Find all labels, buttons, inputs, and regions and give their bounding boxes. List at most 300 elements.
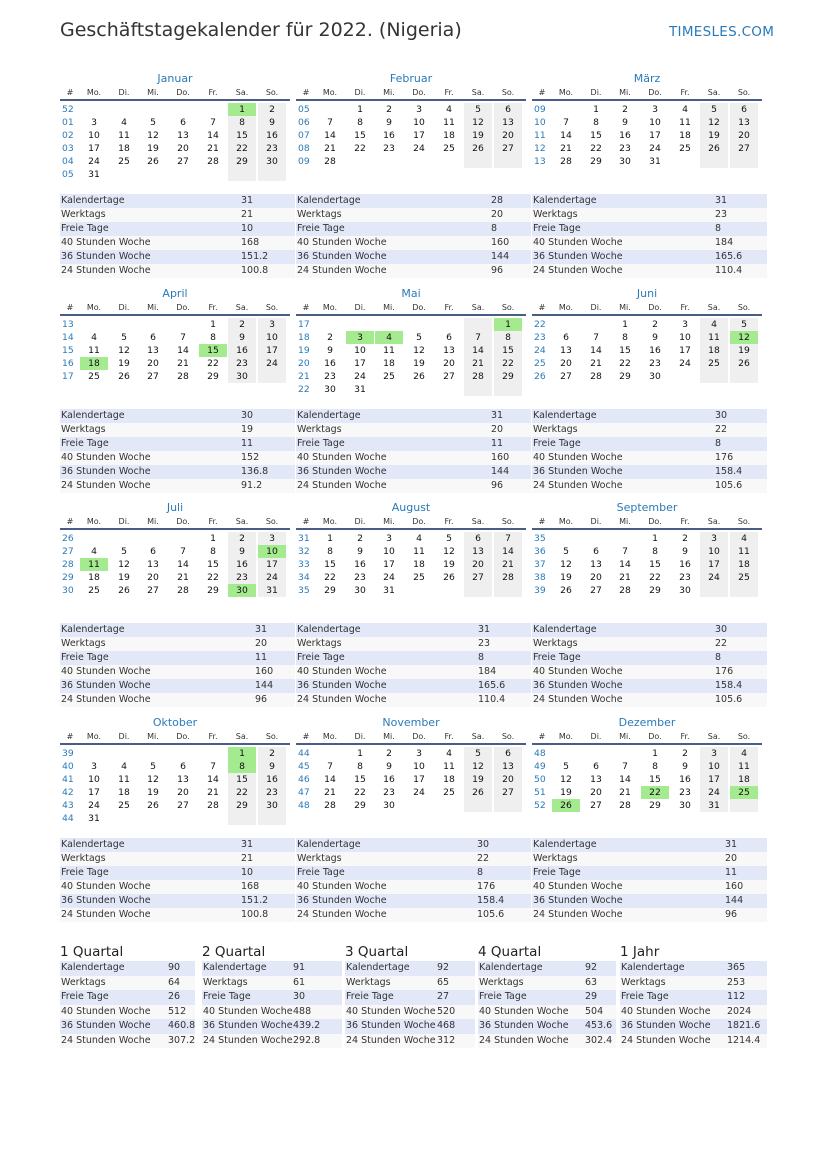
day-cell[interactable]: 17: [383, 559, 395, 570]
day-cell[interactable]: 14: [207, 774, 219, 785]
day-cell[interactable]: 19: [147, 787, 159, 798]
day-cell[interactable]: 11: [413, 546, 425, 557]
day-cell[interactable]: 27: [590, 585, 602, 596]
day-cell[interactable]: 22: [228, 786, 256, 799]
day-cell[interactable]: 2: [622, 104, 628, 115]
day-cell[interactable]: 4: [682, 104, 688, 115]
day-cell[interactable]: 11: [443, 117, 455, 128]
day-cell[interactable]: 19: [464, 773, 492, 786]
day-cell[interactable]: 22: [354, 787, 366, 798]
day-cell[interactable]: 28: [177, 585, 189, 596]
day-cell[interactable]: 19: [118, 572, 130, 583]
day-cell[interactable]: 1: [210, 533, 216, 544]
day-cell[interactable]: 3: [652, 104, 658, 115]
day-cell[interactable]: 8: [622, 332, 628, 343]
day-cell[interactable]: 2: [357, 533, 363, 544]
day-cell[interactable]: 10: [679, 332, 691, 343]
day-cell[interactable]: 30: [649, 371, 661, 382]
day-cell[interactable]: 29: [207, 371, 219, 382]
day-cell[interactable]: 19: [560, 787, 572, 798]
holiday-day[interactable]: 1: [494, 318, 522, 331]
day-cell[interactable]: 27: [147, 585, 159, 596]
day-cell[interactable]: 12: [413, 345, 425, 356]
day-cell[interactable]: 17: [258, 558, 286, 571]
day-cell[interactable]: 9: [228, 331, 256, 344]
day-cell[interactable]: 26: [464, 786, 492, 799]
day-cell[interactable]: 14: [619, 774, 631, 785]
day-cell[interactable]: 23: [228, 357, 256, 370]
day-cell[interactable]: 4: [446, 104, 452, 115]
day-cell[interactable]: 4: [91, 332, 97, 343]
day-cell[interactable]: 8: [210, 546, 216, 557]
day-cell[interactable]: 26: [147, 800, 159, 811]
day-cell[interactable]: 27: [177, 156, 189, 167]
day-cell[interactable]: 25: [88, 371, 100, 382]
day-cell[interactable]: 13: [177, 130, 189, 141]
day-cell[interactable]: 17: [258, 344, 286, 357]
brand-link[interactable]: TIMESLES.COM: [669, 24, 775, 40]
day-cell[interactable]: 31: [258, 584, 286, 597]
day-cell[interactable]: 9: [622, 117, 628, 128]
day-cell[interactable]: 30: [228, 370, 256, 383]
day-cell[interactable]: 15: [354, 774, 366, 785]
day-cell[interactable]: 30: [258, 799, 286, 812]
holiday-day[interactable]: 22: [641, 786, 669, 799]
day-cell[interactable]: 5: [464, 747, 492, 760]
day-cell[interactable]: 4: [446, 748, 452, 759]
day-cell[interactable]: 29: [494, 370, 522, 383]
holiday-day[interactable]: 1: [228, 103, 256, 116]
day-cell[interactable]: 2: [258, 103, 286, 116]
day-cell[interactable]: 13: [590, 774, 602, 785]
day-cell[interactable]: 3: [700, 747, 728, 760]
day-cell[interactable]: 7: [464, 331, 492, 344]
day-cell[interactable]: 11: [700, 331, 728, 344]
day-cell[interactable]: 30: [679, 800, 691, 811]
day-cell[interactable]: 27: [494, 142, 522, 155]
day-cell[interactable]: 1: [357, 104, 363, 115]
day-cell[interactable]: 9: [327, 345, 333, 356]
day-cell[interactable]: 26: [413, 371, 425, 382]
day-cell[interactable]: 6: [446, 332, 452, 343]
day-cell[interactable]: 29: [590, 156, 602, 167]
day-cell[interactable]: 23: [258, 786, 286, 799]
day-cell[interactable]: 27: [177, 800, 189, 811]
day-cell[interactable]: 22: [494, 357, 522, 370]
day-cell[interactable]: 3: [416, 748, 422, 759]
day-cell[interactable]: 15: [494, 344, 522, 357]
day-cell[interactable]: 8: [357, 117, 363, 128]
day-cell[interactable]: 21: [324, 143, 336, 154]
day-cell[interactable]: 18: [443, 774, 455, 785]
day-cell[interactable]: 24: [700, 571, 728, 584]
day-cell[interactable]: 1: [593, 104, 599, 115]
day-cell[interactable]: 25: [679, 143, 691, 154]
day-cell[interactable]: 9: [357, 546, 363, 557]
day-cell[interactable]: 26: [730, 357, 758, 370]
day-cell[interactable]: 6: [464, 532, 492, 545]
day-cell[interactable]: 16: [649, 345, 661, 356]
day-cell[interactable]: 12: [464, 116, 492, 129]
day-cell[interactable]: 16: [258, 773, 286, 786]
day-cell[interactable]: 17: [413, 774, 425, 785]
day-cell[interactable]: 13: [147, 559, 159, 570]
day-cell[interactable]: 9: [258, 116, 286, 129]
day-cell[interactable]: 13: [730, 116, 758, 129]
day-cell[interactable]: 10: [258, 331, 286, 344]
holiday-day[interactable]: 11: [80, 558, 108, 571]
holiday-day[interactable]: 18: [80, 357, 108, 370]
day-cell[interactable]: 23: [383, 787, 395, 798]
day-cell[interactable]: 7: [494, 532, 522, 545]
day-cell[interactable]: 19: [118, 358, 130, 369]
day-cell[interactable]: 28: [207, 800, 219, 811]
day-cell[interactable]: 31: [88, 813, 100, 824]
day-cell[interactable]: 24: [354, 371, 366, 382]
day-cell[interactable]: 26: [464, 142, 492, 155]
day-cell[interactable]: 26: [118, 585, 130, 596]
day-cell[interactable]: 8: [228, 116, 256, 129]
day-cell[interactable]: 28: [207, 156, 219, 167]
day-cell[interactable]: 28: [324, 156, 336, 167]
day-cell[interactable]: 23: [354, 572, 366, 583]
day-cell[interactable]: 12: [147, 130, 159, 141]
day-cell[interactable]: 5: [563, 761, 569, 772]
day-cell[interactable]: 1: [652, 533, 658, 544]
day-cell[interactable]: 13: [177, 774, 189, 785]
holiday-day[interactable]: 12: [730, 331, 758, 344]
day-cell[interactable]: 27: [443, 371, 455, 382]
day-cell[interactable]: 20: [590, 787, 602, 798]
day-cell[interactable]: 6: [150, 546, 156, 557]
day-cell[interactable]: 30: [324, 384, 336, 395]
day-cell[interactable]: 17: [700, 773, 728, 786]
day-cell[interactable]: 19: [147, 143, 159, 154]
day-cell[interactable]: 6: [730, 103, 758, 116]
day-cell[interactable]: 15: [228, 129, 256, 142]
day-cell[interactable]: 2: [327, 332, 333, 343]
holiday-day[interactable]: 3: [346, 331, 374, 344]
day-cell[interactable]: 12: [118, 345, 130, 356]
day-cell[interactable]: 12: [118, 559, 130, 570]
day-cell[interactable]: 22: [590, 143, 602, 154]
day-cell[interactable]: 28: [619, 800, 631, 811]
day-cell[interactable]: 27: [494, 786, 522, 799]
day-cell[interactable]: 25: [88, 585, 100, 596]
day-cell[interactable]: 22: [354, 143, 366, 154]
day-cell[interactable]: 28: [324, 800, 336, 811]
day-cell[interactable]: 15: [324, 559, 336, 570]
day-cell[interactable]: 23: [228, 571, 256, 584]
day-cell[interactable]: 22: [207, 572, 219, 583]
day-cell[interactable]: 21: [494, 558, 522, 571]
day-cell[interactable]: 16: [679, 774, 691, 785]
day-cell[interactable]: 11: [88, 345, 100, 356]
day-cell[interactable]: 12: [560, 774, 572, 785]
day-cell[interactable]: 20: [147, 572, 159, 583]
day-cell[interactable]: 14: [177, 345, 189, 356]
day-cell[interactable]: 13: [464, 545, 492, 558]
day-cell[interactable]: 19: [730, 344, 758, 357]
day-cell[interactable]: 20: [177, 787, 189, 798]
day-cell[interactable]: 30: [679, 585, 691, 596]
day-cell[interactable]: 3: [91, 117, 97, 128]
day-cell[interactable]: 7: [593, 332, 599, 343]
day-cell[interactable]: 18: [443, 130, 455, 141]
day-cell[interactable]: 14: [464, 344, 492, 357]
day-cell[interactable]: 29: [649, 585, 661, 596]
day-cell[interactable]: 19: [560, 572, 572, 583]
day-cell[interactable]: 21: [619, 572, 631, 583]
day-cell[interactable]: 27: [464, 571, 492, 584]
day-cell[interactable]: 11: [730, 760, 758, 773]
day-cell[interactable]: 9: [258, 760, 286, 773]
day-cell[interactable]: 19: [700, 129, 728, 142]
day-cell[interactable]: 7: [622, 761, 628, 772]
day-cell[interactable]: 14: [494, 545, 522, 558]
day-cell[interactable]: 30: [383, 800, 395, 811]
day-cell[interactable]: 27: [560, 371, 572, 382]
day-cell[interactable]: 4: [121, 761, 127, 772]
day-cell[interactable]: 25: [413, 572, 425, 583]
day-cell[interactable]: 9: [228, 545, 256, 558]
day-cell[interactable]: 29: [228, 155, 256, 168]
day-cell[interactable]: 20: [177, 143, 189, 154]
day-cell[interactable]: 8: [210, 332, 216, 343]
day-cell[interactable]: 9: [682, 546, 688, 557]
day-cell[interactable]: 6: [180, 761, 186, 772]
day-cell[interactable]: 1: [652, 748, 658, 759]
day-cell[interactable]: 12: [147, 774, 159, 785]
day-cell[interactable]: 28: [560, 156, 572, 167]
day-cell[interactable]: 10: [700, 760, 728, 773]
day-cell[interactable]: 29: [649, 800, 661, 811]
day-cell[interactable]: 12: [700, 116, 728, 129]
day-cell[interactable]: 13: [560, 345, 572, 356]
day-cell[interactable]: 4: [730, 532, 758, 545]
day-cell[interactable]: 4: [416, 533, 422, 544]
day-cell[interactable]: 13: [147, 345, 159, 356]
day-cell[interactable]: 16: [679, 559, 691, 570]
day-cell[interactable]: 4: [730, 747, 758, 760]
day-cell[interactable]: 21: [324, 787, 336, 798]
day-cell[interactable]: 10: [649, 117, 661, 128]
day-cell[interactable]: 9: [652, 332, 658, 343]
day-cell[interactable]: 18: [383, 358, 395, 369]
day-cell[interactable]: 20: [443, 358, 455, 369]
day-cell[interactable]: 6: [593, 761, 599, 772]
holiday-day[interactable]: 25: [730, 786, 758, 799]
holiday-day[interactable]: 15: [199, 344, 227, 357]
day-cell[interactable]: 9: [682, 761, 688, 772]
day-cell[interactable]: 21: [590, 358, 602, 369]
day-cell[interactable]: 2: [682, 748, 688, 759]
day-cell[interactable]: 1: [357, 748, 363, 759]
day-cell[interactable]: 5: [121, 332, 127, 343]
day-cell[interactable]: 29: [324, 585, 336, 596]
day-cell[interactable]: 15: [649, 774, 661, 785]
day-cell[interactable]: 28: [619, 585, 631, 596]
day-cell[interactable]: 24: [649, 143, 661, 154]
day-cell[interactable]: 8: [593, 117, 599, 128]
day-cell[interactable]: 7: [180, 546, 186, 557]
day-cell[interactable]: 17: [354, 358, 366, 369]
day-cell[interactable]: 10: [383, 546, 395, 557]
day-cell[interactable]: 1: [210, 319, 216, 330]
day-cell[interactable]: 16: [383, 130, 395, 141]
day-cell[interactable]: 11: [443, 761, 455, 772]
day-cell[interactable]: 20: [147, 358, 159, 369]
day-cell[interactable]: 10: [413, 117, 425, 128]
day-cell[interactable]: 7: [622, 546, 628, 557]
day-cell[interactable]: 14: [324, 130, 336, 141]
day-cell[interactable]: 27: [590, 800, 602, 811]
holiday-day[interactable]: 10: [258, 545, 286, 558]
day-cell[interactable]: 16: [383, 774, 395, 785]
day-cell[interactable]: 13: [443, 345, 455, 356]
day-cell[interactable]: 3: [682, 319, 688, 330]
day-cell[interactable]: 6: [593, 546, 599, 557]
day-cell[interactable]: 26: [443, 572, 455, 583]
day-cell[interactable]: 2: [652, 319, 658, 330]
day-cell[interactable]: 17: [413, 130, 425, 141]
day-cell[interactable]: 22: [228, 142, 256, 155]
day-cell[interactable]: 8: [652, 546, 658, 557]
day-cell[interactable]: 27: [147, 371, 159, 382]
day-cell[interactable]: 16: [228, 558, 256, 571]
day-cell[interactable]: 18: [679, 130, 691, 141]
day-cell[interactable]: 6: [180, 117, 186, 128]
day-cell[interactable]: 5: [464, 103, 492, 116]
day-cell[interactable]: 26: [147, 156, 159, 167]
day-cell[interactable]: 25: [118, 156, 130, 167]
day-cell[interactable]: 6: [150, 332, 156, 343]
day-cell[interactable]: 18: [118, 787, 130, 798]
day-cell[interactable]: 19: [413, 358, 425, 369]
day-cell[interactable]: 7: [210, 761, 216, 772]
day-cell[interactable]: 2: [682, 533, 688, 544]
day-cell[interactable]: 29: [354, 800, 366, 811]
day-cell[interactable]: 5: [446, 533, 452, 544]
day-cell[interactable]: 20: [560, 358, 572, 369]
day-cell[interactable]: 11: [118, 130, 130, 141]
day-cell[interactable]: 6: [494, 747, 522, 760]
day-cell[interactable]: 14: [560, 130, 572, 141]
day-cell[interactable]: 2: [258, 747, 286, 760]
day-cell[interactable]: 22: [324, 572, 336, 583]
day-cell[interactable]: 21: [619, 787, 631, 798]
day-cell[interactable]: 11: [730, 545, 758, 558]
day-cell[interactable]: 24: [413, 143, 425, 154]
day-cell[interactable]: 23: [383, 143, 395, 154]
day-cell[interactable]: 15: [590, 130, 602, 141]
day-cell[interactable]: 2: [386, 748, 392, 759]
day-cell[interactable]: 24: [258, 357, 286, 370]
day-cell[interactable]: 31: [649, 156, 661, 167]
day-cell[interactable]: 20: [494, 773, 522, 786]
day-cell[interactable]: 24: [700, 786, 728, 799]
day-cell[interactable]: 25: [118, 800, 130, 811]
day-cell[interactable]: 7: [180, 332, 186, 343]
day-cell[interactable]: 5: [730, 318, 758, 331]
day-cell[interactable]: 23: [619, 143, 631, 154]
day-cell[interactable]: 24: [88, 156, 100, 167]
day-cell[interactable]: 26: [560, 585, 572, 596]
day-cell[interactable]: 5: [121, 546, 127, 557]
day-cell[interactable]: 3: [416, 104, 422, 115]
day-cell[interactable]: 21: [560, 143, 572, 154]
day-cell[interactable]: 16: [619, 130, 631, 141]
day-cell[interactable]: 8: [494, 331, 522, 344]
day-cell[interactable]: 12: [443, 546, 455, 557]
day-cell[interactable]: 24: [413, 787, 425, 798]
day-cell[interactable]: 25: [443, 143, 455, 154]
day-cell[interactable]: 25: [700, 357, 728, 370]
day-cell[interactable]: 9: [386, 117, 392, 128]
day-cell[interactable]: 15: [228, 773, 256, 786]
day-cell[interactable]: 14: [324, 774, 336, 785]
day-cell[interactable]: 4: [700, 318, 728, 331]
day-cell[interactable]: 21: [464, 357, 492, 370]
holiday-day[interactable]: 4: [375, 331, 403, 344]
day-cell[interactable]: 7: [563, 117, 569, 128]
day-cell[interactable]: 4: [91, 546, 97, 557]
day-cell[interactable]: 10: [88, 130, 100, 141]
day-cell[interactable]: 14: [590, 345, 602, 356]
day-cell[interactable]: 7: [327, 117, 333, 128]
day-cell[interactable]: 14: [207, 130, 219, 141]
day-cell[interactable]: 3: [700, 532, 728, 545]
day-cell[interactable]: 4: [121, 117, 127, 128]
day-cell[interactable]: 2: [386, 104, 392, 115]
day-cell[interactable]: 3: [258, 318, 286, 331]
day-cell[interactable]: 14: [619, 559, 631, 570]
day-cell[interactable]: 20: [464, 558, 492, 571]
day-cell[interactable]: 31: [383, 585, 395, 596]
day-cell[interactable]: 9: [386, 761, 392, 772]
day-cell[interactable]: 17: [700, 558, 728, 571]
day-cell[interactable]: 23: [679, 787, 691, 798]
day-cell[interactable]: 1: [622, 319, 628, 330]
day-cell[interactable]: 16: [354, 559, 366, 570]
day-cell[interactable]: 6: [494, 103, 522, 116]
day-cell[interactable]: 10: [88, 774, 100, 785]
day-cell[interactable]: 13: [494, 760, 522, 773]
holiday-day[interactable]: 1: [228, 747, 256, 760]
day-cell[interactable]: 16: [324, 358, 336, 369]
day-cell[interactable]: 30: [619, 156, 631, 167]
day-cell[interactable]: 20: [730, 129, 758, 142]
day-cell[interactable]: 20: [494, 129, 522, 142]
day-cell[interactable]: 17: [88, 787, 100, 798]
day-cell[interactable]: 11: [118, 774, 130, 785]
day-cell[interactable]: 23: [324, 371, 336, 382]
day-cell[interactable]: 23: [649, 358, 661, 369]
day-cell[interactable]: 14: [177, 559, 189, 570]
day-cell[interactable]: 8: [357, 761, 363, 772]
day-cell[interactable]: 15: [207, 559, 219, 570]
day-cell[interactable]: 19: [464, 129, 492, 142]
day-cell[interactable]: 3: [91, 761, 97, 772]
day-cell[interactable]: 31: [88, 169, 100, 180]
day-cell[interactable]: 6: [563, 332, 569, 343]
holiday-day[interactable]: 26: [552, 799, 580, 812]
day-cell[interactable]: 22: [649, 572, 661, 583]
day-cell[interactable]: 18: [700, 344, 728, 357]
day-cell[interactable]: 22: [619, 358, 631, 369]
day-cell[interactable]: 31: [354, 384, 366, 395]
day-cell[interactable]: 20: [590, 572, 602, 583]
